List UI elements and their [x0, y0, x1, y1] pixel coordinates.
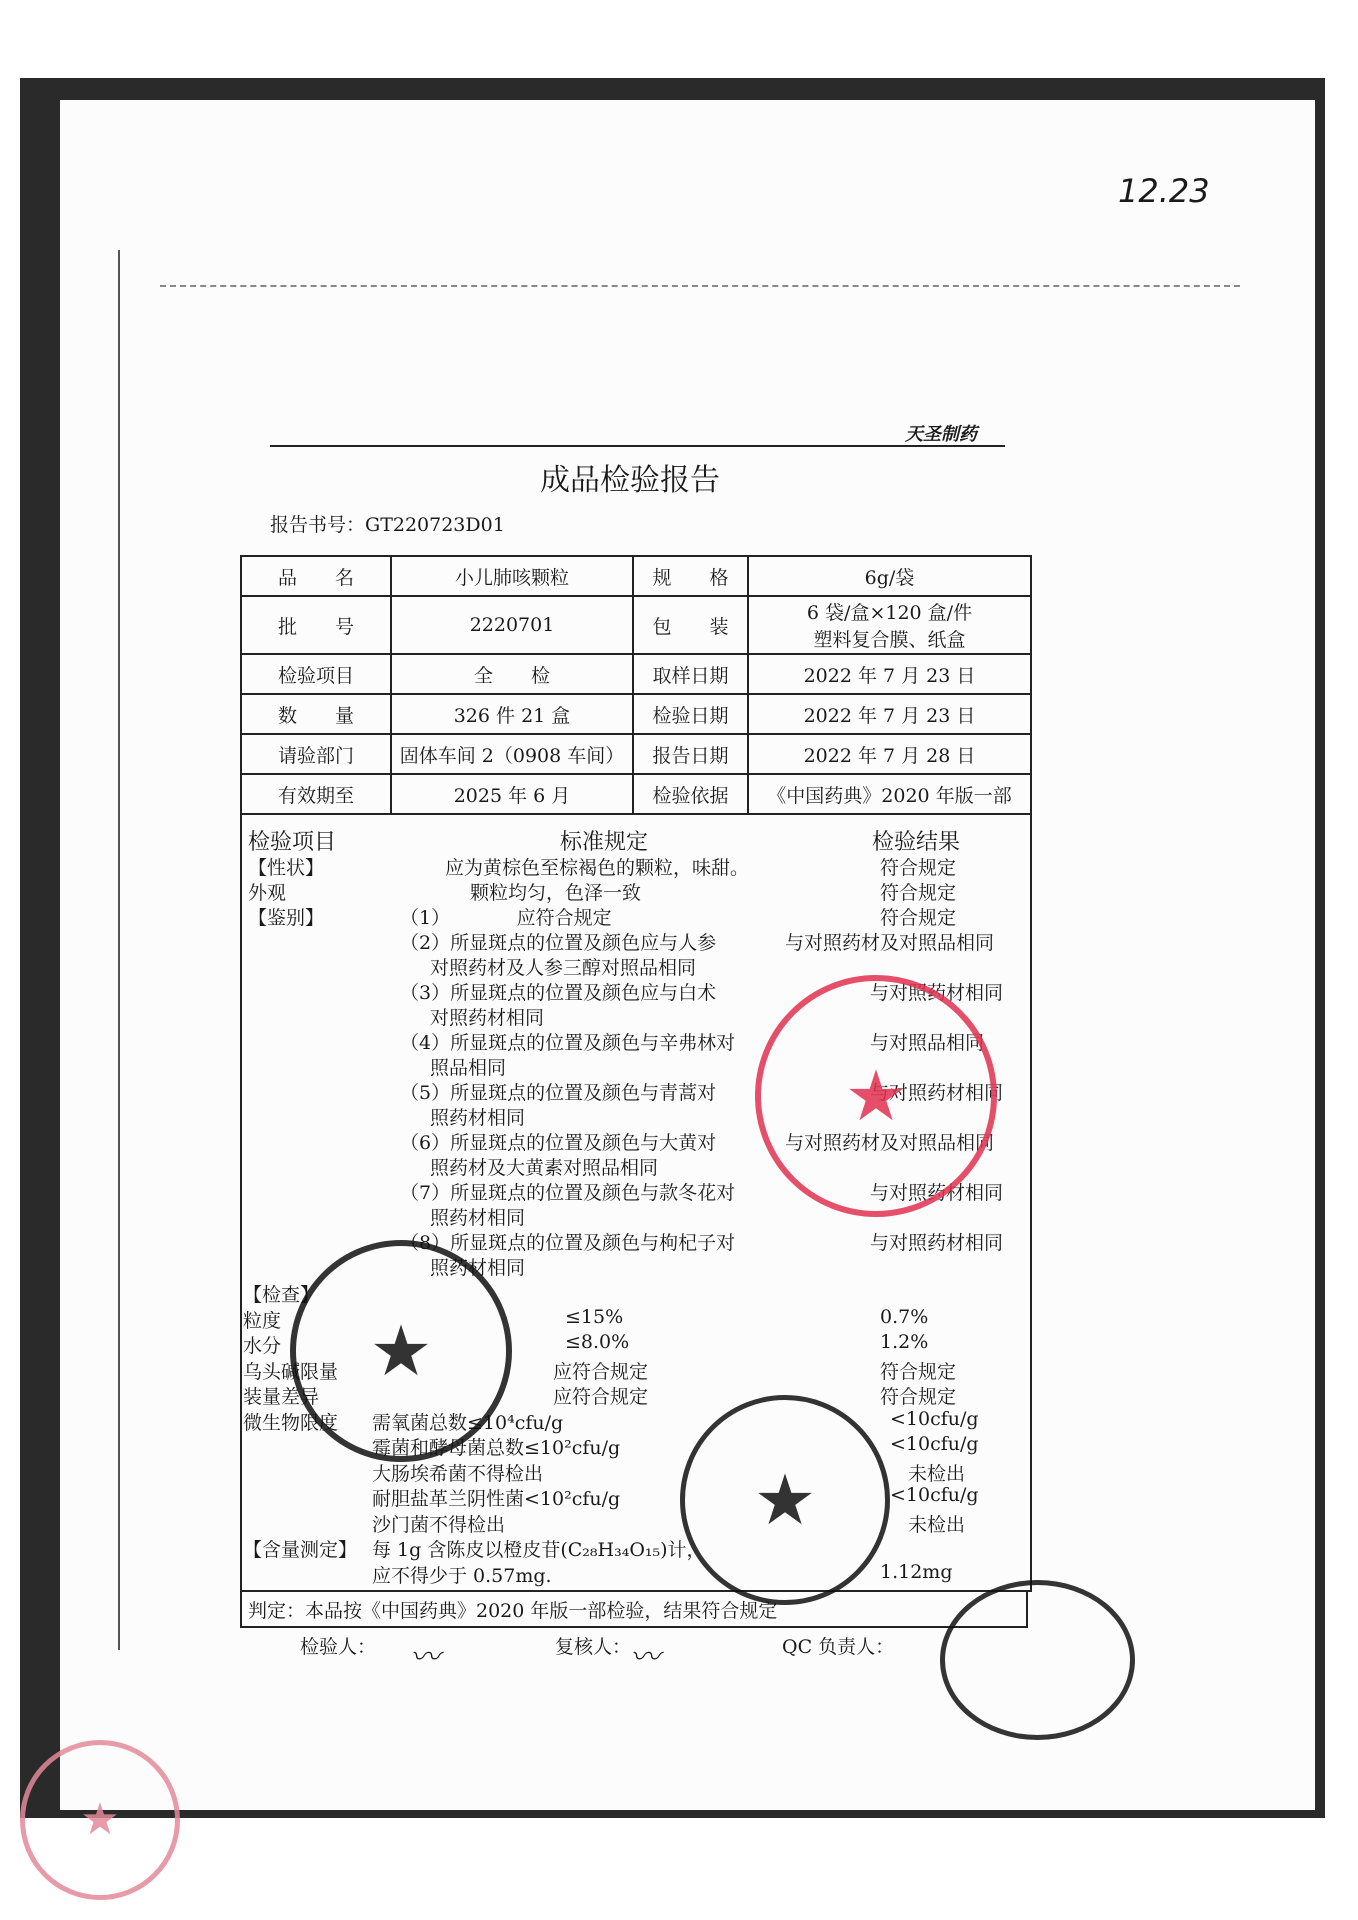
label: 数 量: [241, 694, 391, 734]
value: [748, 596, 1031, 654]
judgement: 判定：本品按《中国药典》2020 年版一部检验，结果符合规定: [240, 1590, 1028, 1628]
row-result: 与对照品相同: [870, 1032, 985, 1054]
check-result: 1.12mg: [880, 1560, 953, 1583]
report-number: [270, 510, 505, 537]
label: 规 格: [633, 556, 748, 596]
inspector-signature: 〰: [410, 1640, 440, 1675]
check-standard: 需氧菌总数≤10⁴cfu/g: [372, 1411, 564, 1434]
check-item: 微生物限度: [243, 1411, 339, 1434]
header-rule: [270, 445, 1005, 447]
row-result: 与对照药材相同: [870, 1232, 1004, 1254]
check-result: <10cfu/g: [890, 1484, 979, 1506]
qc-label: QC 负责人：: [782, 1636, 895, 1658]
row-standard-cont: 照品相同: [430, 1057, 507, 1079]
row-standard: （8）所显斑点的位置及颜色与枸杞子对: [400, 1232, 736, 1254]
reviewer-signature: 〰: [630, 1640, 660, 1675]
report-number-value: GT220723D01: [365, 514, 505, 536]
package-line: 塑料复合膜、纸盒: [813, 629, 966, 651]
star-icon: ★: [753, 1459, 817, 1541]
header-standard: 标准规定: [560, 830, 649, 855]
check-result: 未检出: [908, 1462, 966, 1485]
row-result: 与对照药材相同: [870, 1082, 1004, 1104]
check-result: 未检出: [908, 1513, 966, 1536]
row-result: 与对照药材相同: [870, 1182, 1004, 1204]
info-table: [240, 555, 1032, 815]
check-item: 装量差异: [243, 1386, 320, 1408]
star-icon: ★: [80, 1794, 120, 1845]
report-number-label: 报告书号：: [270, 514, 366, 536]
header-item: 检验项目: [248, 830, 337, 855]
check-result: 1.2%: [880, 1331, 929, 1353]
row-result: 与对照药材相同: [870, 982, 1004, 1004]
reviewer-label: 复核人：: [555, 1636, 632, 1658]
row-standard: （1） 应符合规定: [400, 907, 612, 929]
row-item: 【性状】: [248, 857, 325, 879]
row-result: 符合规定: [880, 907, 957, 929]
row-item: 外观: [248, 882, 287, 904]
check-item: 水分: [243, 1335, 282, 1357]
row-standard-cont: 照药材相同: [430, 1207, 526, 1229]
check-item: 粒度: [243, 1309, 282, 1332]
label: 检验日期: [633, 694, 748, 734]
label: 检验项目: [241, 654, 391, 694]
label: 品 名: [241, 556, 391, 596]
label: 报告日期: [633, 734, 748, 774]
handwritten-date: 12.23: [1118, 172, 1210, 210]
star-icon: ★: [844, 1055, 908, 1137]
check-standard: 应符合规定: [553, 1360, 649, 1383]
check-standard: 耐胆盐革兰阴性菌<10²cfu/g: [372, 1488, 621, 1510]
row-standard: （2）所显斑点的位置及颜色应与人参: [400, 932, 717, 954]
check-standard: 应符合规定: [553, 1386, 649, 1408]
value: 小儿肺咳颗粒: [391, 556, 633, 596]
row-standard-cont: 照药材相同: [430, 1107, 526, 1129]
check-result: 0.7%: [880, 1305, 929, 1328]
inspector-label: 检验人：: [300, 1636, 377, 1658]
page-title: 成品检验报告: [540, 463, 720, 498]
check-standard: 应不得少于 0.57mg.: [372, 1564, 552, 1587]
check-standard: ≤8.0%: [565, 1331, 630, 1353]
check-result: <10cfu/g: [890, 1407, 979, 1430]
check-result: 符合规定: [880, 1360, 957, 1383]
value: 全 检: [391, 654, 633, 694]
package-line: 6 袋/盒×120 盒/件: [806, 602, 973, 624]
perforation-line: [160, 285, 1240, 287]
row-result: 与对照药材及对照品相同: [785, 932, 995, 954]
row-standard: 颗粒均匀，色泽一致: [470, 882, 642, 904]
label: 检验依据: [633, 774, 748, 814]
row-standard: （3）所显斑点的位置及颜色应与白术: [400, 982, 717, 1004]
value: 2025 年 6 月: [391, 774, 633, 814]
row-standard: （7）所显斑点的位置及颜色与款冬花对: [400, 1182, 736, 1204]
star-icon: ★: [369, 1310, 433, 1392]
row-standard-cont: 对照药材相同: [430, 1007, 545, 1029]
row-result: 符合规定: [880, 857, 957, 879]
check-result: <10cfu/g: [890, 1433, 979, 1455]
check-standard: 沙门菌不得检出: [372, 1513, 506, 1536]
row-result: 与对照药材及对照品相同: [785, 1132, 995, 1154]
label: 批 号: [241, 596, 391, 654]
value: 《中国药典》2020 年版一部: [748, 774, 1031, 814]
value: 2022 年 7 月 23 日: [748, 694, 1031, 734]
label: 有效期至: [241, 774, 391, 814]
check-result: 符合规定: [880, 1386, 957, 1408]
row-standard: （5）所显斑点的位置及颜色与青蒿对: [400, 1082, 717, 1104]
row-standard-cont: 照药材及大黄素对照品相同: [430, 1157, 659, 1179]
row-standard: （4）所显斑点的位置及颜色与辛弗林对: [400, 1032, 736, 1054]
label: 取样日期: [633, 654, 748, 694]
header-result: 检验结果: [872, 830, 961, 855]
check-standard: 每 1g 含陈皮以橙皮苷(C₂₈H₃₄O₁₅)计，: [372, 1539, 706, 1561]
label: 请验部门: [241, 734, 391, 774]
check-standard: ≤15%: [565, 1305, 624, 1328]
value: 2022 年 7 月 23 日: [748, 654, 1031, 694]
check-item: 【检查】: [243, 1284, 320, 1306]
row-item: 【鉴别】: [248, 907, 325, 929]
value: 326 件 21 盒: [391, 694, 633, 734]
value: 固体车间 2（0908 车间）: [391, 734, 633, 774]
row-result: 符合规定: [880, 882, 957, 904]
check-standard: 大肠埃希菌不得检出: [372, 1462, 544, 1485]
check-item: 【含量测定】: [243, 1539, 358, 1561]
label: 包 装: [633, 596, 748, 654]
value: 2022 年 7 月 28 日: [748, 734, 1031, 774]
value: 2220701: [391, 596, 633, 654]
row-standard: 应为黄棕色至棕褐色的颗粒，味甜。: [445, 857, 750, 879]
check-standard: 霉菌和酵母菌总数≤10²cfu/g: [372, 1437, 621, 1459]
check-item: 乌头碱限量: [243, 1360, 339, 1383]
row-standard: （6）所显斑点的位置及颜色与大黄对: [400, 1132, 717, 1154]
brand-name: 天圣制药: [905, 424, 977, 445]
row-standard-cont: 对照药材及人参三醇对照品相同: [430, 957, 697, 979]
value: 6g/袋: [748, 556, 1031, 596]
row-standard-cont: 照药材相同: [430, 1257, 526, 1279]
